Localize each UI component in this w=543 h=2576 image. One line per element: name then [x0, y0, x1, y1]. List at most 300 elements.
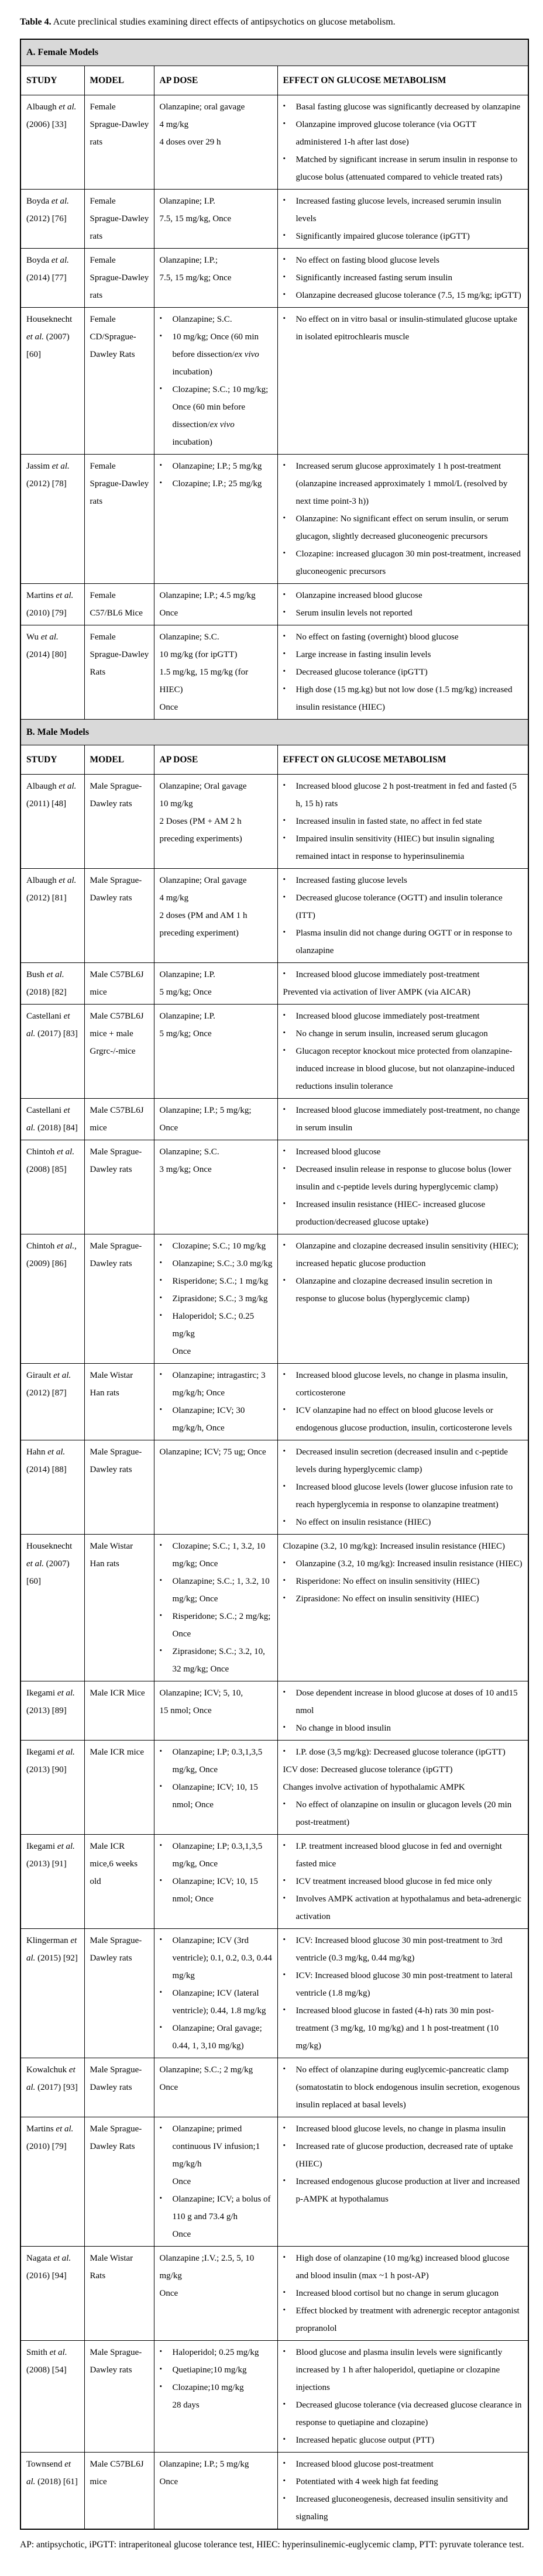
bulleted-item	[160, 1272, 273, 1290]
column-header-row	[20, 745, 528, 775]
plain-item: Olanzapine; I.P.	[159, 196, 215, 206]
effects-cell	[277, 1364, 528, 1440]
bulleted-item	[160, 1367, 273, 1402]
bullet-icon: •	[159, 1576, 163, 1585]
bulleted-item	[283, 966, 524, 983]
plain-item: 7.5, 15 mg/kg, Once	[159, 214, 231, 223]
item-text: Dose dependent increase in blood glucose at doses of 10 and15 nmol	[295, 1688, 518, 1716]
item-text: ICV: Increased blood glucose 30 min post-treatment to lateral ventricle (1.8 mg/kg)	[295, 1971, 513, 1999]
plain-item: Once	[159, 1123, 178, 1133]
bullet-icon: •	[283, 460, 286, 469]
model-cell: Male Wistar Han rats	[84, 1535, 154, 1681]
bulleted-item	[160, 1255, 273, 1272]
table-title	[20, 15, 532, 29]
plain-item: Olanzapine; I.P.; 4.5 mg/kg	[159, 590, 256, 600]
bullet-icon: •	[283, 2064, 286, 2073]
bulleted-item	[283, 252, 524, 269]
item-text: No change in serum insulin, increased serum glucagon	[295, 1029, 488, 1039]
item-text: Increased blood glucose levels, no change in plasma insulin	[295, 2124, 506, 2134]
item-text: ICV olanzapine had no effect on blood glucose levels or endogenous glucose production, insulin, corticosterone levels	[295, 1406, 512, 1433]
model-cell: Female Sprague-Dawley rats	[84, 248, 154, 307]
bullet-icon: •	[283, 548, 286, 557]
bulleted-item	[283, 1890, 524, 1925]
bulleted-item	[283, 587, 524, 604]
bullet-icon: •	[283, 1841, 286, 1850]
dose-cell	[154, 1005, 277, 1099]
bulleted-item	[283, 2473, 524, 2491]
plain-item: Olanzapine; I.P.; 5 mg/kg	[159, 2460, 249, 2470]
item-text: No effect on fasting blood glucose levels	[295, 255, 439, 265]
bulleted-item	[283, 681, 524, 716]
study-cell: Albaugh et al. (2011) [48]	[20, 775, 84, 869]
item-text: Olanzapine improved glucose tolerance (via OGTT administered 1-h after last dose)	[295, 119, 476, 147]
bullet-icon: •	[159, 2382, 163, 2391]
effects-cell	[277, 2341, 528, 2453]
item-text: Clozapine; I.P.; 25 mg/kg	[172, 479, 262, 489]
bullet-icon: •	[283, 1275, 286, 1285]
item-text: Olanzapine; ICV; 10, 15 nmol; Once	[172, 1783, 258, 1810]
bullet-icon: •	[283, 2399, 286, 2409]
item-text: Increased fasting glucose levels	[295, 876, 407, 886]
model-cell: Female Sprague-Dawley Rats	[84, 625, 154, 719]
item-text: ICV: Increased blood glucose 30 min post-treatment to 3rd ventricle (0.3 mg/kg, 0.44 mg/kg)	[295, 1936, 503, 1963]
bulleted-item	[283, 98, 524, 116]
plain-item: Olanzapine; S.C.	[159, 1147, 219, 1157]
bulleted-item	[283, 1967, 524, 2002]
item-text: Olanzapine; S.C.	[172, 314, 232, 324]
dose-cell	[154, 1234, 277, 1364]
item-text: Impaired insulin sensitivity (HIEC) but insulin signaling remained intact in response to hyperinsulinemia	[295, 834, 494, 862]
dose-cell	[154, 454, 277, 583]
bullet-icon: •	[159, 1293, 163, 1302]
bulleted-item	[160, 1985, 273, 2020]
effects-cell	[277, 2058, 528, 2117]
bullet-icon: •	[159, 2123, 163, 2133]
column-header: EFFECT ON GLUCOSE METABOLISM	[277, 745, 528, 775]
bulleted-item	[160, 1308, 273, 1343]
dose-cell	[154, 307, 277, 454]
item-text: Clozapine; S.C.; 1, 3.2, 10 mg/kg; Once	[172, 1542, 266, 1569]
bullet-icon: •	[283, 2434, 286, 2444]
item-text: Decreased glucose tolerance (via decreased glucose clearance in response to quetiapine and clozapine)	[295, 2400, 522, 2428]
plain-item: Changes involve activation of hypothalamic AMPK	[283, 1783, 465, 1793]
plain-item: Olanzapine; Oral gavage	[159, 876, 247, 886]
plain-item: Once	[159, 2289, 178, 2299]
study-cell: Ikegami et al. (2013) [90]	[20, 1741, 84, 1835]
bullet-icon: •	[283, 648, 286, 658]
item-text: Increased serum glucose approximately 1 h post-treatment (olanzapine increased approximately 1 mmol/L (resolved by next time point-3 h))	[295, 461, 508, 506]
bullet-icon: •	[283, 666, 286, 675]
bullet-icon: •	[283, 631, 286, 640]
plain-item: 4 mg/kg	[159, 119, 189, 129]
table-row	[20, 1440, 528, 1535]
item-text: Risperidone; S.C.; 2 mg/kg; Once	[172, 1612, 271, 1639]
bulleted-item	[283, 1402, 524, 1437]
bullet-icon: •	[283, 780, 286, 790]
bulleted-item	[283, 1143, 524, 1161]
bullet-icon: •	[283, 2252, 286, 2262]
dose-cell	[154, 189, 277, 248]
bullet-icon: •	[283, 1935, 286, 1944]
model-cell: Male C57BL6J mice	[84, 1099, 154, 1140]
table-row	[20, 963, 528, 1005]
bulleted-item	[160, 1573, 273, 1608]
item-text: Olanzapine; I.P.; 5 mg/kg	[172, 461, 262, 471]
bullet-icon: •	[283, 833, 286, 842]
column-header: AP DOSE	[154, 66, 277, 95]
dose-cell	[154, 1681, 277, 1741]
plain-item: 5 mg/kg; Once	[159, 988, 212, 998]
bullet-icon: •	[283, 195, 286, 204]
plain-item: Olanzapine; oral gavage	[159, 102, 245, 112]
item-text: Potentiated with 4 week high fat feeding	[295, 2477, 438, 2487]
effects-cell	[277, 1929, 528, 2058]
bullet-icon: •	[283, 1516, 286, 1526]
table-row	[20, 307, 528, 454]
effects-cell	[277, 248, 528, 307]
bullet-icon: •	[283, 1970, 286, 1979]
table-row	[20, 248, 528, 307]
bullet-icon: •	[283, 1010, 286, 1020]
bulleted-item	[283, 151, 524, 186]
item-text: Clozapine; S.C.; 10 mg/kg	[172, 1241, 266, 1251]
dose-cell	[154, 1929, 277, 2058]
plain-item: 15 nmol; Once	[159, 1706, 212, 1716]
item-text: Haloperidol; 0.25 mg/kg	[172, 2348, 259, 2358]
bulleted-item	[283, 830, 524, 865]
bullet-icon: •	[283, 1893, 286, 1903]
bullet-icon: •	[283, 607, 286, 616]
bulleted-item	[283, 1684, 524, 1719]
plain-item: 5 mg/kg; Once	[159, 1029, 212, 1039]
item-text: Increased rate of glucose production, decreased rate of uptake (HIEC)	[295, 2142, 513, 2169]
item-text: Ziprasidone; S.C.; 3 mg/kg	[172, 1294, 268, 1304]
bulleted-item	[160, 2379, 273, 2396]
item-text: Increased blood glucose in fasted (4-h) rats 30 min post-treatment (3 mg/kg, 10 mg/kg) and 1 h post-treatment (10 mg/kg)	[295, 2006, 499, 2051]
section-header-label: A. Female Models	[20, 39, 528, 66]
plain-item: ICV dose: Decreased glucose tolerance (ipGTT)	[283, 1765, 453, 1775]
bullet-icon: •	[283, 2141, 286, 2150]
bullet-icon: •	[283, 1105, 286, 1114]
effects-cell	[277, 307, 528, 454]
table-row	[20, 2247, 528, 2341]
bullet-icon: •	[159, 1405, 163, 1414]
study-cell: Klingerman et al. (2015) [92]	[20, 1929, 84, 2058]
model-cell: Male C57BL6J mice + male Grgrc-/-mice	[84, 1005, 154, 1099]
bulleted-item	[283, 2173, 524, 2208]
bulleted-item	[283, 1196, 524, 1231]
effects-cell	[277, 2247, 528, 2341]
dose-cell	[154, 963, 277, 1005]
plain-item: 7.5, 15 mg/kg; Once	[159, 273, 232, 283]
dose-cell	[154, 2247, 277, 2341]
bulleted-item	[283, 1161, 524, 1196]
model-cell: Male Sprague-Dawley rats	[84, 869, 154, 963]
item-text: Quetiapine;10 mg/kg	[172, 2365, 247, 2375]
table-row	[20, 1741, 528, 1835]
table-row	[20, 625, 528, 719]
item-text: Increased blood glucose immediately post-treatment, no change in serum insulin	[295, 1106, 520, 1133]
plain-item: Olanzapine; ICV; 75 ug; Once	[159, 1447, 266, 1457]
table-row	[20, 1005, 528, 1099]
bullet-icon: •	[159, 1240, 163, 1250]
item-text: Olanzapine; I.P; 0.3,1,3,5 mg/kg, Once	[172, 1842, 263, 1869]
table-row	[20, 583, 528, 625]
item-text: Decreased glucose tolerance (ipGTT)	[295, 667, 428, 677]
model-cell: Male ICR mice	[84, 1741, 154, 1835]
column-header-row	[20, 66, 528, 95]
bullet-icon: •	[283, 1593, 286, 1602]
item-text: Decreased glucose tolerance (OGTT) and insulin tolerance (ITT)	[295, 893, 503, 921]
plain-item: Olanzapine; I.P.	[159, 970, 215, 980]
bullet-icon: •	[283, 969, 286, 978]
bullet-icon: •	[283, 1687, 286, 1697]
item-text: Increased gluconeogenesis, decreased insulin sensitivity and signaling	[295, 2495, 508, 2522]
bulleted-item	[283, 2455, 524, 2473]
bulleted-item	[283, 2120, 524, 2138]
table-row	[20, 1099, 528, 1140]
model-cell: Male Wistar Rats	[84, 2247, 154, 2341]
effects-cell	[277, 2453, 528, 2530]
bulleted-item	[160, 2190, 273, 2226]
bulleted-item	[283, 2344, 524, 2396]
bulleted-item	[160, 2020, 273, 2055]
study-cell: Nagata et al. (2016) [94]	[20, 2247, 84, 2341]
item-text: Matched by significant increase in serum insulin in response to glucose bolus (attenuated compared to vehicle treated rats)	[295, 154, 518, 182]
table-row	[20, 1535, 528, 1681]
bullet-icon: •	[283, 2176, 286, 2185]
dose-cell	[154, 1364, 277, 1440]
column-header: STUDY	[20, 745, 84, 775]
bulleted-item	[160, 1608, 273, 1643]
table-row	[20, 869, 528, 963]
item-text: Significantly increased fasting serum insulin	[295, 273, 452, 283]
item-text: ICV treatment increased blood glucose in fed mice only	[295, 1877, 492, 1887]
column-header: AP DOSE	[154, 745, 277, 775]
bullet-icon: •	[283, 513, 286, 522]
plain-item: Olanzapine; S.C.	[159, 632, 219, 642]
bulleted-item	[283, 1573, 524, 1590]
bullet-icon: •	[159, 1841, 163, 1850]
item-text: Ziprasidone: No effect on insulin sensitivity (HIEC)	[295, 1594, 479, 1604]
bulleted-item	[283, 2061, 524, 2114]
effects-cell	[277, 95, 528, 189]
effects-cell	[277, 1234, 528, 1364]
bullet-icon: •	[283, 1876, 286, 1885]
plain-item: Olanzapine; ICV; 5, 10,	[159, 1688, 243, 1698]
table-row	[20, 1234, 528, 1364]
bulleted-item	[283, 1796, 524, 1831]
study-cell: Hahn et al. (2014) [88]	[20, 1440, 84, 1535]
dose-cell	[154, 625, 277, 719]
item-text: Increased hepatic glucose output (PTT)	[295, 2436, 435, 2446]
bullet-icon: •	[283, 153, 286, 163]
item-text: Glucagon receptor knockout mice protected from olanzapine-induced increase in blood glucose, but not olanzapine-induced reductions insulin tolerance	[295, 1047, 515, 1092]
study-cell: Ikegami et al. (2013) [91]	[20, 1835, 84, 1929]
model-cell: Male Sprague-Dawley rats	[84, 1929, 154, 2058]
model-cell: Male Sprague-Dawley rats	[84, 1440, 154, 1535]
bulleted-item	[283, 1237, 524, 1272]
bullet-icon: •	[159, 331, 163, 340]
plain-item: Clozapine (3.2, 10 mg/kg): Increased insulin resistance (HIEC)	[283, 1542, 505, 1552]
bulleted-item	[283, 1932, 524, 1967]
bulleted-item	[160, 1779, 273, 1814]
bulleted-item	[283, 2396, 524, 2431]
item-text: No effect on in vitro basal or insulin-stimulated glucose uptake in isolated epitrochlearis muscle	[295, 314, 517, 342]
bulleted-item	[160, 458, 273, 475]
bullet-icon: •	[283, 1746, 286, 1756]
effects-cell	[277, 869, 528, 963]
bulleted-item	[160, 1290, 273, 1308]
item-text: Increased blood glucose immediately post-treatment	[295, 1012, 480, 1022]
bulleted-item	[283, 1873, 524, 1890]
model-cell: Female C57/BL6 Mice	[84, 583, 154, 625]
study-cell: Albaugh et al. (2006) [33]	[20, 95, 84, 189]
item-text: Large increase in fasting insulin levels	[295, 649, 431, 659]
bullet-icon: •	[283, 683, 286, 693]
item-text: Increased fasting glucose levels, increased serumin insulin levels	[295, 196, 501, 223]
bulleted-item	[283, 545, 524, 580]
bullet-icon: •	[283, 1799, 286, 1808]
item-text: Increased blood glucose post-treatment	[295, 2460, 434, 2470]
footnote: AP: antipsychotic, iPGTT: intraperitoneal glucose tolerance test, HIEC: hyperinsulinemic-euglycemic clamp, PTT: pyruvate tolerance test.	[20, 2540, 524, 2550]
model-cell: Female Sprague-Dawley rats	[84, 95, 154, 189]
bulleted-item	[283, 889, 524, 924]
bulleted-item	[283, 287, 524, 304]
bulleted-item	[283, 1025, 524, 1043]
table-row	[20, 95, 528, 189]
bulleted-item	[283, 1102, 524, 1137]
item-text: Clozapine: increased glucagon 30 min post-treatment, increased gluconeogenic precursors	[295, 549, 521, 576]
model-cell: Male Sprague-Dawley Rats	[84, 2117, 154, 2247]
bullet-icon: •	[283, 816, 286, 825]
plain-item: Olanzapine; I.P.; 5 mg/kg;	[159, 1106, 252, 1116]
model-cell: Female Sprague-Dawley rats	[84, 189, 154, 248]
dose-cell	[154, 1535, 277, 1681]
table-row	[20, 454, 528, 583]
bullet-icon: •	[283, 1405, 286, 1414]
item-text: Olanzapine; S.C.; 3.0 mg/kg	[172, 1259, 273, 1269]
bullet-icon: •	[283, 1146, 286, 1155]
plain-item: 2 Doses (PM + AM 2 h preceding experiments)	[159, 817, 242, 844]
table-row	[20, 189, 528, 248]
bulleted-item	[283, 2302, 524, 2337]
dose-cell	[154, 1741, 277, 1835]
bulleted-item	[283, 872, 524, 889]
bullet-icon: •	[283, 1558, 286, 1567]
bulleted-item	[160, 1237, 273, 1255]
bulleted-item	[283, 1555, 524, 1573]
bullet-icon: •	[159, 1540, 163, 1550]
item-text: Olanzapine; S.C.; 1, 3.2, 10 mg/kg; Once	[172, 1577, 270, 1604]
dose-cell	[154, 2058, 277, 2117]
plain-item: Olanzapine ;I.V.; 2.5, 5, 10 mg/kg	[159, 2254, 255, 2281]
model-cell: Male C57BL6J mice	[84, 2453, 154, 2530]
item-text: Increased insulin in fasted state, no affect in fed state	[295, 817, 482, 827]
bulleted-item	[160, 311, 273, 328]
study-cell: Martins et al. (2010) [79]	[20, 583, 84, 625]
bulleted-item	[283, 1743, 524, 1761]
bullet-icon: •	[283, 2123, 286, 2133]
bulleted-item	[283, 311, 524, 346]
bullet-icon: •	[159, 1876, 163, 1885]
table-row	[20, 1140, 528, 1234]
dose-cell	[154, 1440, 277, 1535]
plain-item: Olanzapine; Oral gavage	[159, 782, 247, 792]
study-cell: Girault et al. (2012) [87]	[20, 1364, 84, 1440]
bullet-icon: •	[283, 1240, 286, 1250]
model-cell: Male Sprague-Dawley rats	[84, 1140, 154, 1234]
studies-table	[20, 39, 529, 2530]
effects-cell	[277, 1440, 528, 1535]
bulleted-item	[283, 2002, 524, 2055]
model-cell: Female Sprague-Dawley rats	[84, 454, 154, 583]
item-text: Olanzapine; Oral gavage; 0.44, 1, 3,10 mg/kg)	[172, 2024, 262, 2051]
bullet-icon: •	[159, 1370, 163, 1379]
bullet-icon: •	[283, 1446, 286, 1456]
model-cell: Male C57BL6J mice	[84, 963, 154, 1005]
bullet-icon: •	[159, 1258, 163, 1267]
plain-item: Once	[172, 2177, 191, 2187]
dose-cell	[154, 95, 277, 189]
bulleted-item	[283, 2285, 524, 2302]
bulleted-item	[160, 475, 273, 493]
plain-item: Once	[172, 2230, 191, 2240]
model-cell: Male Wistar Han rats	[84, 1364, 154, 1440]
study-cell: Albaugh et al. (2012) [81]	[20, 869, 84, 963]
item-text: 10 mg/kg; Once (60 min before dissection/ex vivo incubation)	[172, 332, 259, 377]
table-row	[20, 1364, 528, 1440]
item-text: Increased blood glucose 2 h post-treatment in fed and fasted (5 h, 15 h) rats	[295, 782, 517, 809]
bullet-icon: •	[283, 2305, 286, 2314]
item-text: Olanzapine; primed continuous IV infusion;1 mg/kg/h	[172, 2124, 260, 2169]
plain-item: 4 doses over 29 h	[159, 137, 221, 147]
model-cell: Male ICR mice,6 weeks old	[84, 1835, 154, 1929]
table-row	[20, 1835, 528, 1929]
bulleted-item	[283, 1590, 524, 1608]
bullet-icon: •	[283, 1045, 286, 1055]
study-cell: Bush et al. (2018) [82]	[20, 963, 84, 1005]
bulleted-item	[160, 1743, 273, 1779]
item-text: Increased blood glucose levels, no change in plasma insulin, corticosterone	[295, 1371, 508, 1398]
plain-item: Olanzapine; I.P.	[159, 1012, 215, 1022]
dose-cell	[154, 775, 277, 869]
effects-cell	[277, 775, 528, 869]
model-cell: Female CD/Sprague-Dawley Rats	[84, 307, 154, 454]
study-cell: Martins et al. (2010) [79]	[20, 2117, 84, 2247]
study-cell: Townsend et al. (2018) [61]	[20, 2453, 84, 2530]
section-header-label: B. Male Models	[20, 719, 528, 745]
item-text: High dose (15 mg.kg) but not low dose (1.5 mg/kg) increased insulin resistance (HIEC)	[295, 685, 513, 712]
table-row	[20, 2341, 528, 2453]
bulleted-item	[283, 2431, 524, 2449]
bullet-icon: •	[283, 101, 286, 110]
item-text: No effect on insulin resistance (HIEC)	[295, 1518, 431, 1528]
item-text: Haloperidol; S.C.; 0.25 mg/kg	[172, 1312, 255, 1339]
item-text: Olanzapine increased blood glucose	[295, 590, 422, 600]
study-cell: Houseknecht et al. (2007) [60]	[20, 1535, 84, 1681]
item-text: Increased blood cortisol but no change in serum glucagon	[295, 2289, 499, 2299]
item-text: Olanzapine decreased glucose tolerance (7.5, 15 mg/kg; ipGTT)	[295, 290, 521, 300]
model-cell: Male Sprague-Dawley rats	[84, 2341, 154, 2453]
bulleted-item	[160, 328, 273, 381]
bullet-icon: •	[159, 383, 163, 393]
study-cell: Chintoh et al., (2009) [86]	[20, 1234, 84, 1364]
effects-cell	[277, 625, 528, 719]
bulleted-item	[283, 2250, 524, 2285]
effects-cell	[277, 189, 528, 248]
bulleted-item	[160, 1873, 273, 1908]
